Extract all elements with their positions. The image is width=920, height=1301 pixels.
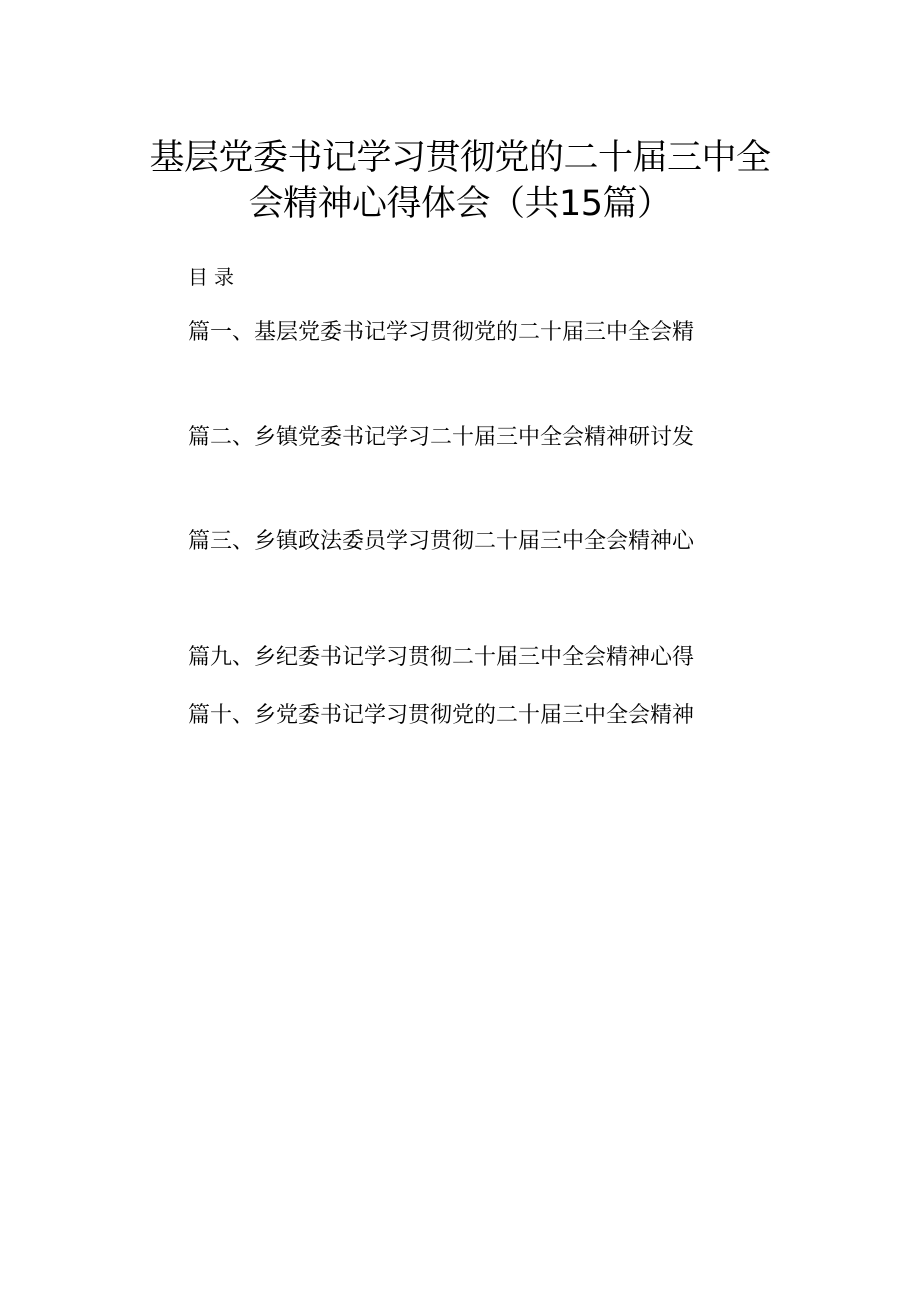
toc-item[interactable]: 篇二、乡镇党委书记学习二十届三中全会精神研讨发	[188, 425, 695, 450]
toc-heading: 目录	[188, 265, 240, 289]
toc-item[interactable]: 篇一、基层党委书记学习贯彻党的二十届三中全会精	[188, 320, 695, 345]
toc-item[interactable]: 篇十、乡党委书记学习贯彻党的二十届三中全会精神	[188, 703, 695, 728]
toc-item[interactable]: 篇九、乡纪委书记学习贯彻二十届三中全会精神心得	[188, 645, 695, 670]
document-title-line-1: 基层党委书记学习贯彻党的二十届三中全	[149, 138, 771, 178]
toc-item[interactable]: 篇三、乡镇政法委员学习贯彻二十届三中全会精神心	[188, 529, 695, 554]
document-title-line-2: 会精神心得体会（共15篇）	[248, 184, 672, 224]
